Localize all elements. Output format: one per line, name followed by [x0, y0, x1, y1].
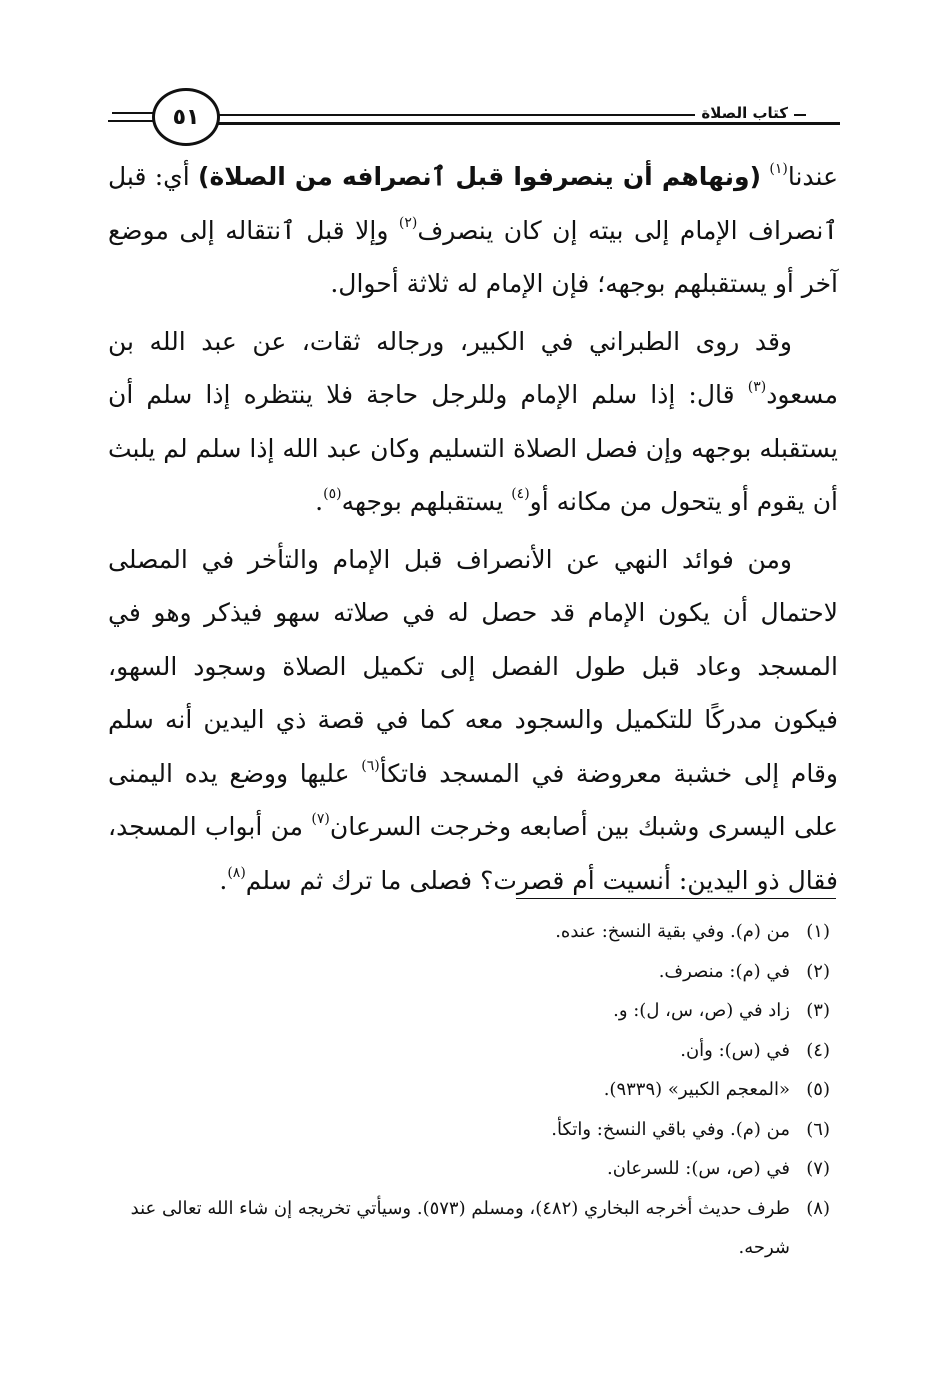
text-run: عندنا: [787, 162, 838, 191]
header-rule-main-bottom: [216, 122, 840, 125]
footnote-ref: (٦): [361, 757, 380, 774]
text-run: .: [219, 865, 228, 895]
page-number: ٥١: [172, 104, 200, 130]
footnote: [90, 1110, 830, 1150]
text-run: يستقبلهم بوجهه: [341, 487, 512, 516]
footnote-text: من (م). وفي بقية النسخ: عنده.: [555, 921, 790, 942]
footnote-text: في (م): منصرف.: [658, 960, 790, 982]
footnote: [90, 1031, 830, 1071]
book-title: كتاب الصلاة: [695, 104, 794, 122]
footnote-number: (٦): [806, 1118, 830, 1140]
text-run: وإلا قبل ٱنتقاله إلى موضع آخر أو يستقبلهم بوجهه؛ فإن الإمام له ثلاثة أحوال.: [108, 215, 838, 298]
footnote-text: من (م). وفي باقي النسخ: واتكأ.: [551, 1118, 790, 1140]
footnote-number: (٨): [806, 1197, 830, 1219]
header-rule-left-top: [112, 112, 154, 114]
footnote: [90, 1070, 830, 1110]
footnote-number: (٣): [806, 1000, 830, 1021]
footnote-separator: [516, 898, 836, 899]
text-run: قال: إذا سلم الإمام وللرجل حاجة فلا ينتظره إذا سلم أن يستقبله بوجهه وإن فصل الصلاة التسليم وكان عبد الله إذا سلم لم يلبث أن يقوم أو يتحول من مكانه أو: [108, 380, 838, 516]
footnote-ref: (٥): [323, 486, 342, 502]
footnote: [90, 1189, 830, 1268]
paragraph: [108, 150, 838, 311]
text-run: .: [315, 487, 324, 516]
text-run: ومن فوائد النهي عن الأنصراف قبل الإمام والتأخر في المصلى لاحتمال أن يكون الإمام قد حصل له في صلاته سهو فيذكر وهو في المسجد وعاد قبل طول الفصل إلى تكميل الصلاة وسجود السهو، فيكون مدركًا للتكميل والسجود معه كما في قصة ذي اليدين أنه سلم وقام إلى خشبة معروضة في المسجد فاتكأ: [108, 544, 839, 788]
footnote-number: (٤): [806, 1039, 830, 1061]
footnote-text: زاد في (ص، س، ل): و.: [613, 1000, 790, 1021]
footnotes: [90, 912, 830, 1268]
matn-quote: (ونهاهم أن ينصرفوا قبل ٱنصرافه من الصلاة): [198, 162, 762, 191]
footnote: [90, 1149, 830, 1189]
footnote-number: (٧): [806, 1158, 830, 1179]
footnote: [90, 952, 830, 992]
footnote-ref: (٢): [398, 214, 418, 231]
page-number-badge: [152, 88, 220, 146]
text-run: أي: قبل ٱنصراف الإمام إلى بيته إن كان ينصرف: [108, 162, 838, 245]
text-run: وقد روى الطبراني في الكبير، ورجاله ثقات، عن عبد الله بن مسعود: [108, 326, 838, 409]
footnote-number: (١): [806, 921, 830, 942]
footnote-text: «المعجم الكبير» (٩٣٣٩).: [603, 1079, 790, 1100]
footnote-number: (٢): [806, 960, 830, 982]
footnote: [90, 991, 830, 1031]
footnote: [90, 912, 830, 952]
footnote-number: (٥): [806, 1079, 830, 1100]
footnote-ref: (٤): [511, 486, 530, 502]
footnote-ref: (١): [769, 161, 788, 177]
paragraph: [108, 315, 838, 529]
footnote-ref: (٨): [227, 864, 246, 881]
footnote-text: في (ص، س): للسرعان.: [606, 1158, 790, 1179]
paragraph: [108, 533, 838, 908]
footnote-ref: (٣): [747, 379, 767, 395]
text-run: عليها ووضع يده اليمنى على اليسرى وشبك بين أصابعه وخرجت السرعان: [108, 758, 838, 841]
header-rule-left-bottom: [108, 120, 154, 122]
main-text: [108, 150, 838, 911]
footnote-ref: (٧): [311, 811, 330, 827]
footnote-text: في (س): وأن.: [680, 1039, 790, 1061]
footnote-text: طرف حديث أخرجه البخاري (٤٨٢)، ومسلم (٥٧٣). وسيأتي تخريجه إن شاء الله تعالى عند شرحه.: [130, 1197, 790, 1258]
text-run: من أبواب المسجد، فقال ذو اليدين: أنسيت أم قصرت؟ فصلى ما ترك ثم سلم: [108, 812, 838, 895]
